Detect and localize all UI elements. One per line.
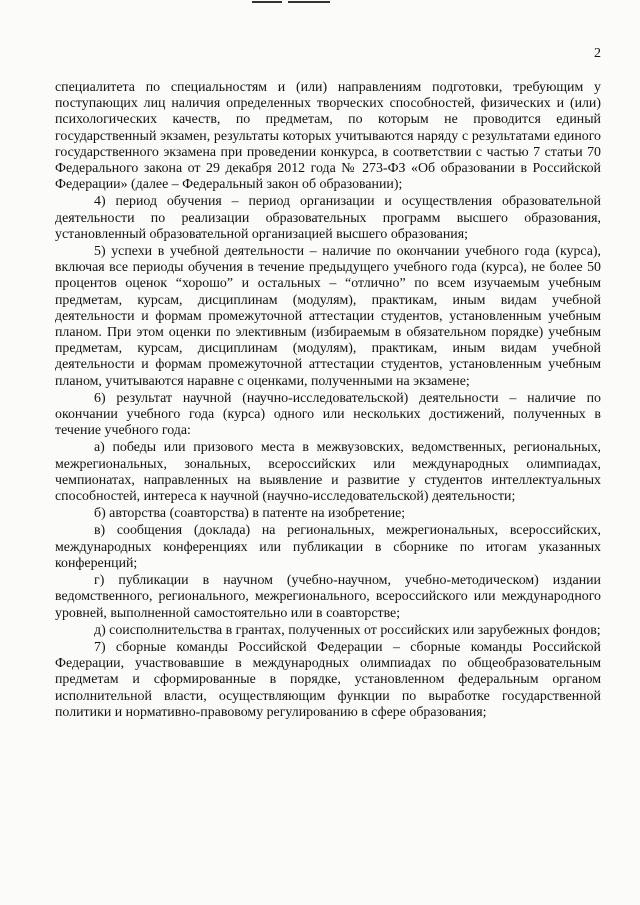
paragraph-item-6: 6) результат научной (научно-исследовательской) деятельности – наличие по окончании учебного года (курса) одного или нескольких достижений, полученных в течение учебного года: xyxy=(55,390,601,439)
paragraph-item-6g: г) публикации в научном (учебно-научном, учебно-методическом) издании ведомственного, регионального, межрегионального, всероссийского или международного уровней, выполненной самостоятельно или в соавторстве; xyxy=(55,573,601,621)
paragraph-continuation: специалитета по специальностям и (или) направлениям подготовки, требующим у поступающих лиц наличия определенных творческих способностей, физических и (или) психологических качеств, по предметам, по которым не проводится единый государственный экзамен, результаты которых учитываются наряду с результатами единого государственного экзамена при проведении конкурса, в соответствии с частью 7 статьи 70 Федерального закона от 29 декабря 2012 года № 273-ФЗ «Об образовании в Российской Федерации» (далее – Федеральный закон об образовании); xyxy=(55,80,601,193)
paragraph-item-6d: д) соисполнительства в грантах, полученных от российских или зарубежных фондов; xyxy=(94,622,601,638)
paragraph-item-7: 7) сборные команды Российской Федерации – сборные команды Российской Федерации, участвовавшие в международных олимпиадах по общеобразовательным предметам и сформированные в порядке, установленном федеральным органом исполнительной власти, осуществляющим функции по выработке государственной политики и нормативно-правовому регулированию в сфере образования; xyxy=(55,639,601,720)
paragraph-item-4: 4) период обучения – период организации и осуществления образовательной деятельности по реализации образовательных программ высшего образования, установленный образовательной организацией высшего образования; xyxy=(55,194,601,242)
page-number: 2 xyxy=(594,46,601,61)
paragraph-item-6b: б) авторства (соавторства) в патенте на изобретение; xyxy=(94,506,406,522)
paragraph-item-6a: а) победы или призового места в межвузовских, ведомственных, региональных, межрегиональных, зональных, всероссийских или международных олимпиадах, чемпионатах, направленных на выявление и развитие у студентов интеллектуальных способностей, интереса к научной (научно-исследовательской) деятельности; xyxy=(55,440,601,505)
paragraph-item-5: 5) успехи в учебной деятельности – наличие по окончании учебного года (курса), включая все периоды обучения в течение предыдущего учебного года (курса), не более 50 процентов оценок “хорошо” и остальных – “отлично” по всем изучаемым учебным предметам, курсам, дисциплинам (модулям), практикам, иным видам учебной деятельности и формам промежуточной аттестации студентов, установленным учебным планом. При этом оценки по элективным (избираемым в обязательном порядке) учебным предметам, курсам, дисциплинам (модулям), практикам, иным видам учебной деятельности и формам промежуточной аттестации студентов, установленным учебным планом, учитываются наравне с оценками, полученными на экзамене; xyxy=(55,244,601,389)
scan-header-marks xyxy=(250,0,370,4)
paragraph-item-6v: в) сообщения (доклада) на региональных, межрегиональных, всероссийских, международных конференциях или публикации в сборнике по итогам указанных конференций; xyxy=(55,523,601,571)
body-text xyxy=(55,80,601,722)
